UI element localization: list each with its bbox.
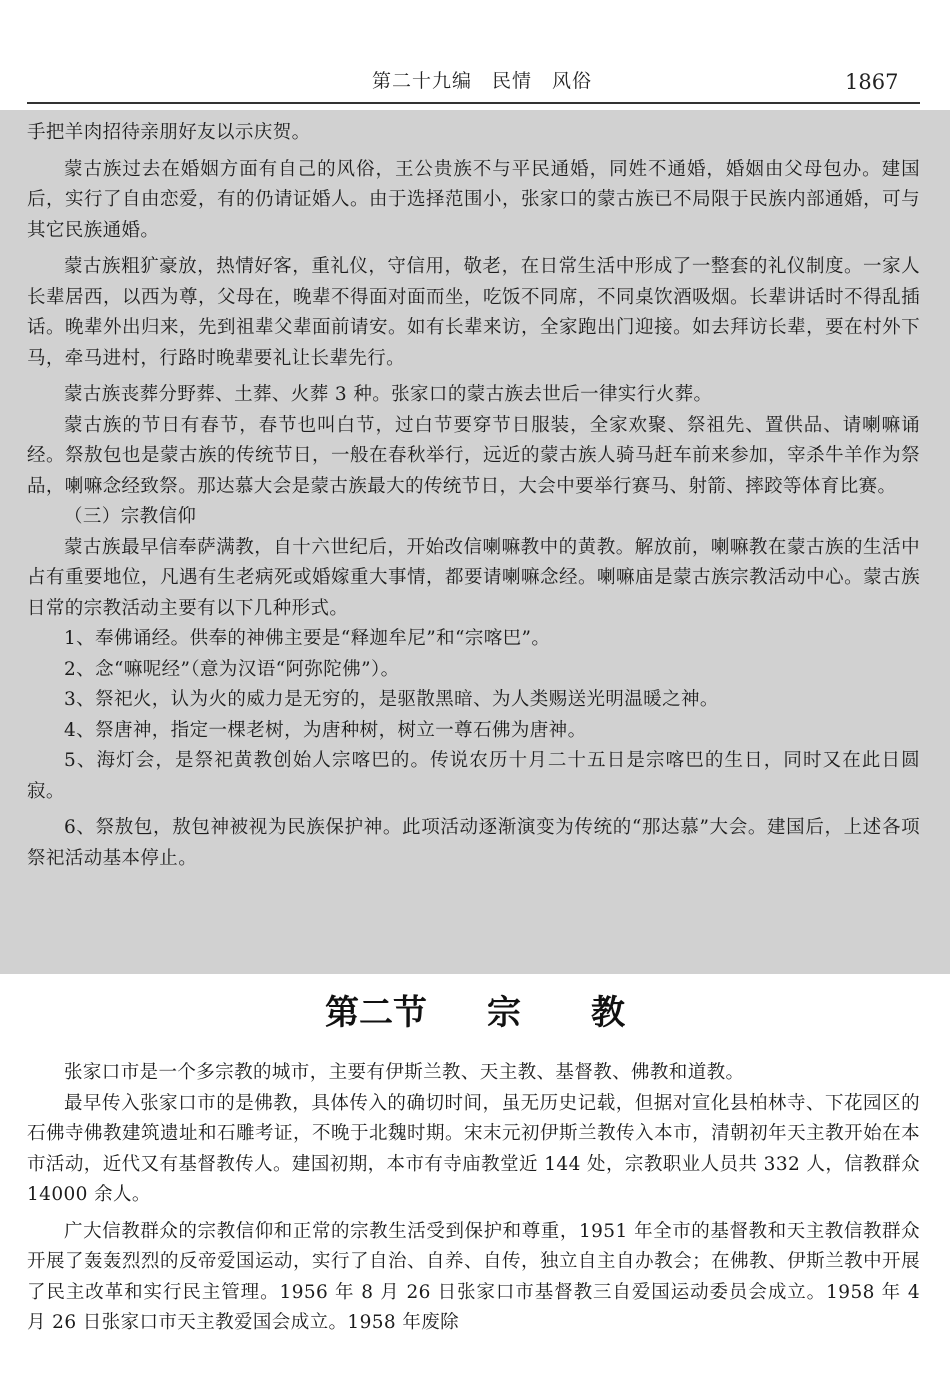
list-item: 5、海灯会，是祭祀黄教创始人宗喀巴的。传说农历十月二十五日是宗喀巴的生日，同时又在此日圆寂。 [27, 750, 920, 802]
paragraph: 广大信教群众的宗教信仰和正常的宗教生活受到保护和尊重，1951 年全市的基督教和天主教信教群众开展了轰轰烈烈的反帝爱国运动，实行了自治、自养、自传，独立自主自办教会；在佛教、伊斯兰教中开展了民主改革和实行民主管理。1956 年 8 月 26 日张家口市基督教三自爱国运动委员会成立。1958 年 4 月 26 日张家口市天主教爱国会成立。1958 年废除 [27, 1220, 920, 1333]
body-paragraphs [27, 1058, 920, 1339]
section-title-char: 宗 [487, 993, 521, 1033]
paragraph: 最早传入张家口市的是佛教，具体传入的确切时间，虽无历史记载，但据对宣化县柏林寺、下花园区的石佛寺佛教建筑遗址和石雕考证，不晚于北魏时期。宋末元初伊斯兰教传入本市，清朝初年天主教开始在本市活动，近代又有基督教传人。建国初期，本市有寺庙教堂近 144 处，宗教职业人员共 332 人，信教群众 14000 余人。 [27, 1092, 920, 1205]
list-item: 2、念“嘛呢经”（意为汉语“阿弥陀佛”）。 [64, 658, 400, 680]
list-item: 3、祭祀火，认为火的威力是无穷的，是驱散黑暗、为人类赐送光明温暖之神。 [64, 689, 719, 710]
paragraph: 蒙古族丧葬分野葬、土葬、火葬 3 种。张家口的蒙古族去世后一律实行火葬。 [64, 384, 713, 405]
section-title [0, 985, 950, 1034]
paragraph: 蒙古族粗犷豪放，热情好客，重礼仪，守信用，敬老，在日常生活中形成了一整套的礼仪制度。一家人长辈居西，以西为尊，父母在，晚辈不得面对面而坐，吃饭不同席，不同桌饮酒吸烟。长辈讲话时不得乱插话。晚辈外出归来，先到祖辈父辈面前请安。如有长辈来访，全家跑出门迎接。如去拜访长辈，要在村外下马，牵马进村，行路时晚辈要礼让长辈先行。 [27, 256, 920, 369]
paragraph: 蒙古族最早信奉萨满教，自十六世纪后，开始改信喇嘛教中的黄教。解放前，喇嘛教在蒙古族的生活中占有重要地位，凡遇有生老病死或婚嫁重大事情，都要请喇嘛念经。喇嘛庙是蒙古族宗教活动中心。蒙古族日常的宗教活动主要有以下几种形式。 [27, 536, 920, 619]
paragraph: 蒙古族过去在婚姻方面有自己的风俗，王公贵族不与平民通婚，同姓不通婚，婚姻由父母包办。建国后，实行了自由恋爱，有的仍请证婚人。由于选择范围小，张家口的蒙古族已不局限于民族内部通婚，可与其它民族通婚。 [27, 158, 920, 241]
subheading: （三）宗教信仰 [64, 506, 197, 527]
page-number: 1867 [845, 70, 899, 94]
section-title-char: 教 [591, 993, 625, 1033]
shaded-text-block [0, 110, 950, 974]
paragraph: 手把羊肉招待亲朋好友以示庆贺。 [27, 122, 311, 143]
running-head-title: 第二十九编 民情 风俗 [372, 70, 593, 92]
section-number: 第二节 [325, 993, 427, 1033]
paragraph: 蒙古族的节日有春节，春节也叫白节，过白节要穿节日服装，全家欢聚、祭祖先、置供品、请喇嘛诵经。祭敖包也是蒙古族的传统节日，一般在春秋举行，远近的蒙古族人骑马赶车前来参加，宰杀牛羊作为祭品，喇嘛念经致祭。那达慕大会是蒙古族最大的传统节日，大会中要举行赛马、射箭、摔跤等体育比赛。 [27, 414, 920, 497]
header-rule [27, 102, 920, 104]
list-item: 4、祭唐神，指定一棵老树，为唐种树，树立一尊石佛为唐神。 [64, 719, 587, 741]
page-header [0, 0, 950, 110]
list-item: 1、奉佛诵经。供奉的神佛主要是“释迦牟尼”和“宗喀巴”。 [64, 628, 551, 649]
shaded-paragraphs [27, 118, 920, 874]
paragraph: 张家口市是一个多宗教的城市，主要有伊斯兰教、天主教、基督教、佛教和道教。 [64, 1062, 745, 1083]
list-item: 6、祭敖包，敖包神被视为民族保护神。此项活动逐渐演变为传统的“那达慕”大会。建国后，上述各项祭祀活动基本停止。 [27, 817, 920, 869]
